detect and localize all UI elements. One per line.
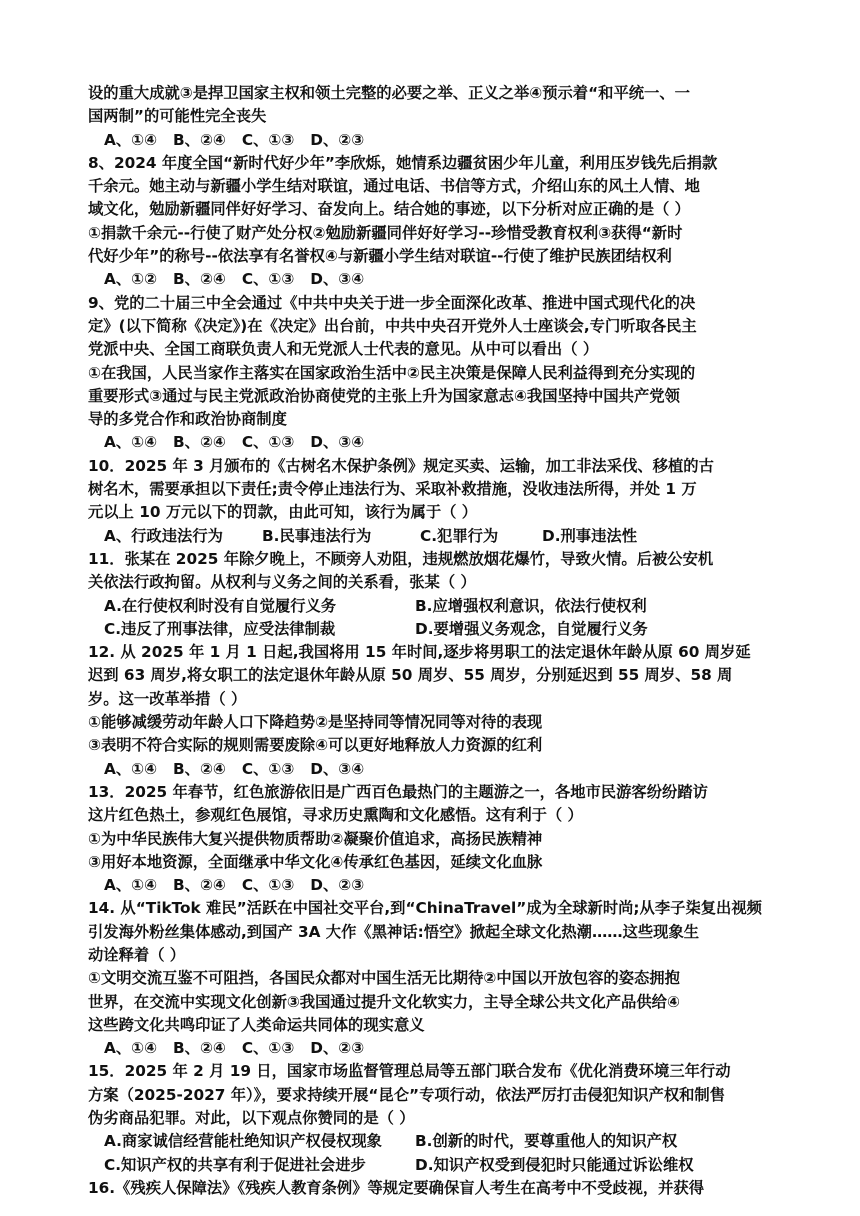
answer-option: A、行政违法行为 (104, 526, 223, 545)
text-line: 关依法行政拘留。从权利与义务之间的关系看，张某（ ） (88, 573, 476, 592)
text-line: 导的多党合作和政治协商制度 (88, 410, 287, 429)
text-line: 13．2025 年春节，红色旅游依旧是广西百色最热门的主题游之一，各地市民游客纷纷踏访 (88, 782, 708, 801)
text-line: 迟到 63 周岁,将女职工的法定退休年龄从原 50 周岁、55 周岁，分别延迟到 55 周岁、58 周 (88, 666, 733, 685)
text-line: 16.《残疾人保障法》《残疾人教育条例》等规定要确保盲人考生在高考中不受歧视，并获得 (88, 1178, 705, 1197)
text-line: ①文明交流互鉴不可阻挡，各国民众都对中国生活无比期待②中国以开放包容的姿态拥抱 (88, 969, 680, 988)
text-line: 引发海外粉丝集体感动,到国产 3A 大作《黑神话:悟空》掀起全球文化热潮……这些现象生 (88, 922, 700, 941)
text-line: 10．2025 年 3 月颁布的《古树名木保护条例》规定买卖、运输，加工非法采伐、移植的古 (88, 456, 714, 475)
text-line: 代好少年”的称号--依法享有名誉权④与新疆小学生结对联谊--行使了维护民族团结权利 (88, 247, 672, 266)
text-line: 这些跨文化共鸣印证了人类命运共同体的现实意义 (88, 1015, 425, 1034)
text-line: 党派中央、全国工商联负责人和无党派人士代表的意见。从中可以看出（ ） (88, 340, 599, 359)
text-line: 动诠释着（ ） (88, 945, 186, 964)
answer-options-row (88, 1154, 774, 1177)
answer-options-row: A、①② B、②④ C、①③ D、③④ (104, 270, 365, 289)
answer-options-row: A、①④ B、②④ C、①③ D、②③ (104, 876, 365, 895)
answer-options-row: A、①④ B、②④ C、①③ D、③④ (104, 759, 365, 778)
answer-options-row: A、①④ B、②④ C、①③ D、②③ (104, 130, 365, 149)
text-line: ①为中华民族伟大复兴提供物质帮助②凝聚价值追求，高扬民族精神 (88, 829, 543, 848)
answer-option: C.犯罪行为 (420, 526, 499, 545)
text-line: 14. 从“TikTok 难民”活跃在中国社交平台,到“ChinaTravel”成为全球新时尚;从李子柒复出视频 (88, 899, 762, 918)
answer-option: A.在行使权利时没有自觉履行义务 (104, 596, 337, 615)
answer-option: D.知识产权受到侵犯时只能通过诉讼维权 (415, 1155, 694, 1174)
answer-option: A.商家诚信经营能杜绝知识产权侵权现象 (104, 1132, 382, 1151)
text-line: 树名木，需要承担以下责任;责令停止违法行为、采取补救措施，没收违法所得，并处 1 万 (88, 480, 697, 499)
answer-option: C.知识产权的共享有利于促进社会进步 (104, 1155, 366, 1174)
text-line: 12. 从 2025 年 1 月 1 日起,我国将用 15 年时间,逐步将男职工的法定退休年龄从原 60 周岁延 (88, 643, 751, 662)
answer-option: B.民事违法行为 (262, 526, 372, 545)
text-line: 伪劣商品犯罪。对此，以下观点你赞同的是（ ） (88, 1109, 415, 1128)
text-line: 域文化，勉励新疆同伴好好学习、奋发向上。结合她的事迹，以下分析对应正确的是（ ） (88, 200, 690, 219)
answer-options-row (88, 525, 774, 548)
answer-options-row (88, 618, 774, 641)
text-line: 这片红色热土，参观红色展馆，寻求历史熏陶和文化感悟。这有利于（ ） (88, 806, 583, 825)
answer-options-row (88, 595, 774, 618)
text-line: 世界，在交流中实现文化创新③我国通过提升文化软实力，主导全球公共文化产品供给④ (88, 992, 680, 1011)
text-line: ①在我国，人民当家作主落实在国家政治生活中②民主决策是保障人民利益得到充分实现的 (88, 363, 696, 382)
answer-option: D.要增强义务观念，自觉履行义务 (415, 619, 648, 638)
answer-option: C.违反了刑事法律，应受法律制裁 (104, 619, 336, 638)
text-line: 15．2025 年 2 月 19 日，国家市场监督管理总局等五部门联合发布《优化消费环境三年行动 (88, 1062, 731, 1081)
text-line: ①捐款千余元--行使了财产处分权②勉励新疆同伴好好学习--珍惜受教育权利③获得“新时 (88, 223, 683, 242)
answer-options-row (88, 1130, 774, 1153)
answer-option: B.应增强权利意识，依法行使权利 (415, 596, 647, 615)
text-line: 9、党的二十届三中全会通过《中共中央关于进一步全面深化改革、推进中国式现代化的决 (88, 293, 696, 312)
answer-option: B.创新的时代，要尊重他人的知识产权 (415, 1132, 678, 1151)
answer-option: D.刑事违法性 (542, 526, 637, 545)
text-line: 元以上 10 万元以下的罚款，由此可知，该行为属于（ ） (88, 503, 478, 522)
answer-options-row: A、①④ B、②④ C、①③ D、③④ (104, 433, 365, 452)
text-line: 国两制”的可能性完全丧失 (88, 107, 267, 126)
text-line: 岁。这一改革举措（ ） (88, 689, 247, 708)
answer-options-row: A、①④ B、②④ C、①③ D、②③ (104, 1039, 365, 1058)
text-line: 设的重大成就③是捍卫国家主权和领土完整的必要之举、正义之举④预示着“和平统一、一 (88, 84, 690, 102)
text-line: 重要形式③通过与民主党派政治协商使党的主张上升为国家意志④我国坚持中国共产党领 (88, 386, 680, 405)
text-line: ③用好本地资源，全面继承中华文化④传承红色基因，延续文化血脉 (88, 852, 543, 871)
text-line: 定》(以下简称《决定》)在《决定》出台前，中共中央召开党外人士座谈会,专门听取各民主 (88, 316, 697, 335)
text-line: 方案（2025-2027 年）》，要求持续开展“昆仑”专项行动，依法严厉打击侵犯知识产权和制售 (88, 1085, 726, 1104)
text-line: 8、2024 年度全国“新时代好少年”李欣烁，她情系边疆贫困少年儿童，利用压岁钱先后捐款 (88, 153, 718, 172)
text-line: ①能够减缓劳动年龄人口下降趋势②是坚持同等情况同等对待的表现 (88, 713, 543, 732)
text-line: 11．张某在 2025 年除夕晚上，不顾旁人劝阻，违规燃放烟花爆竹，导致火情。后被公安机 (88, 549, 714, 568)
text-line: ③表明不符合实际的规则需要废除④可以更好地释放人力资源的红利 (88, 736, 543, 755)
text-line: 千余元。她主动与新疆小学生结对联谊，通过电话、书信等方式，介绍山东的风土人情、地 (88, 177, 700, 196)
